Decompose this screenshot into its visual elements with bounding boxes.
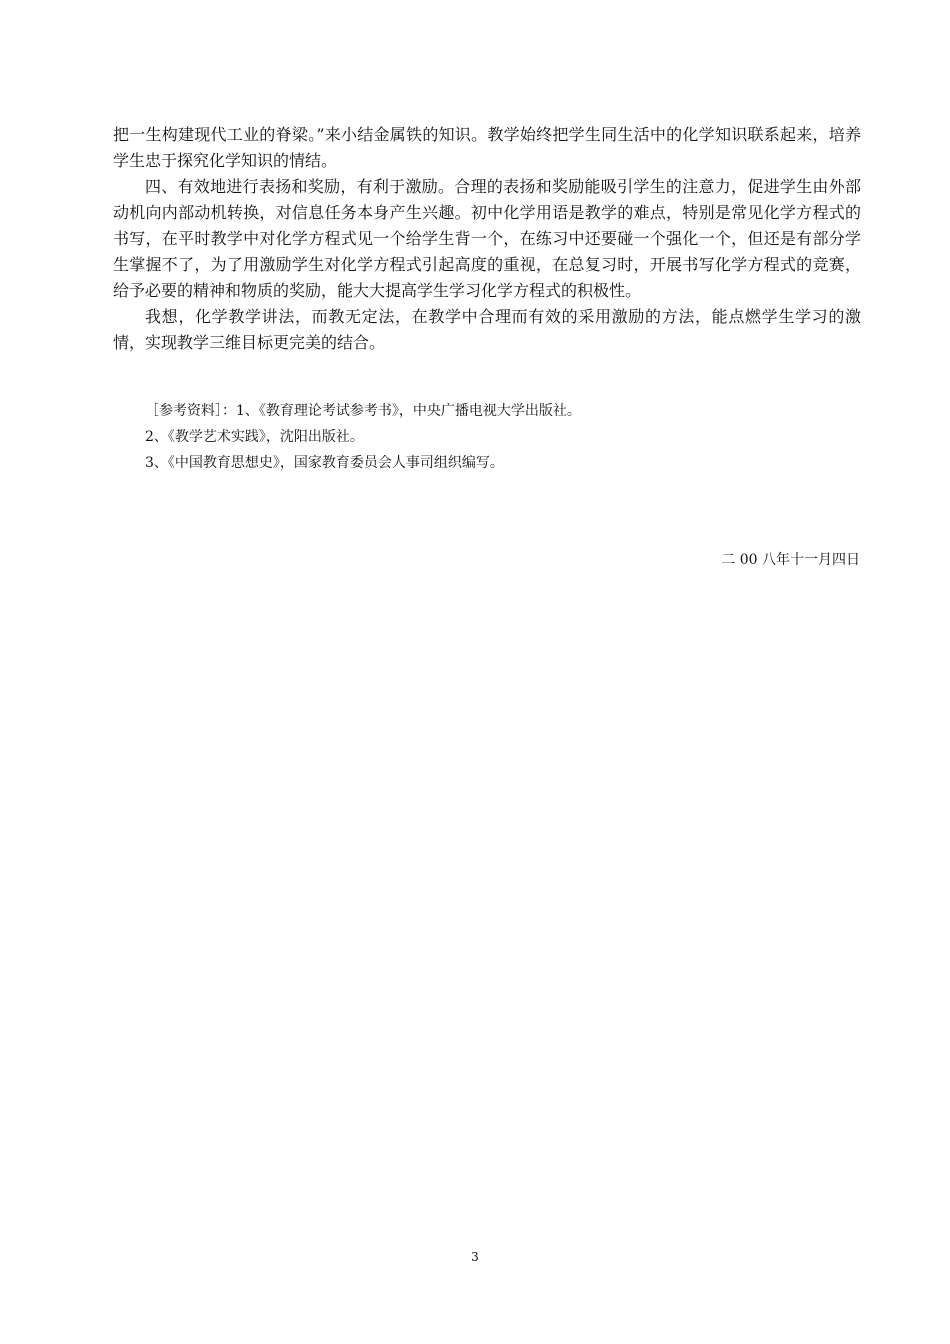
reference-item-1: ［参考资料］：1、《教育理论考试参考书》，中央广播电视大学出版社。	[145, 403, 581, 419]
body-text	[113, 122, 861, 356]
paragraph-praise-reward: 四、有效地进行表扬和奖励，有利于激励。合理的表扬和奖励能吸引学生的注意力，促进学生由外部动机向内部动机转换，对信息任务本身产生兴趣。初中化学用语是教学的难点，特别是常见化学方程式的书写，在平时教学中对化学方程式见一个给学生背一个，在练习中还要碰一个强化一个，但还是有部分学生掌握不了，为了用激励学生对化学方程式引起高度的重视，在总复习时，开展书写化学方程式的竞赛，给予必要的精神和物质的奖励，能大大提高学生学习化学方程式的积极性。	[113, 177, 861, 300]
document-date: 二 00 八年十一月四日	[721, 552, 860, 568]
page-number: 3	[471, 1250, 479, 1264]
references-list	[145, 398, 861, 476]
paragraph-continuation: 把一生构建现代工业的脊梁。”来小结金属铁的知识。教学始终把学生同生活中的化学知识联系起来，培养学生忠于探究化学知识的情结。	[113, 125, 861, 170]
paragraph-conclusion: 我想，化学教学讲法，而教无定法，在教学中合理而有效的采用激励的方法，能点燃学生学习的激情，实现教学三维目标更完美的结合。	[113, 307, 861, 352]
reference-item-3: 3、《中国教育思想史》，国家教育委员会人事司组织编写。	[145, 455, 504, 471]
reference-item-2: 2、《教学艺术实践》，沈阳出版社。	[145, 429, 364, 445]
